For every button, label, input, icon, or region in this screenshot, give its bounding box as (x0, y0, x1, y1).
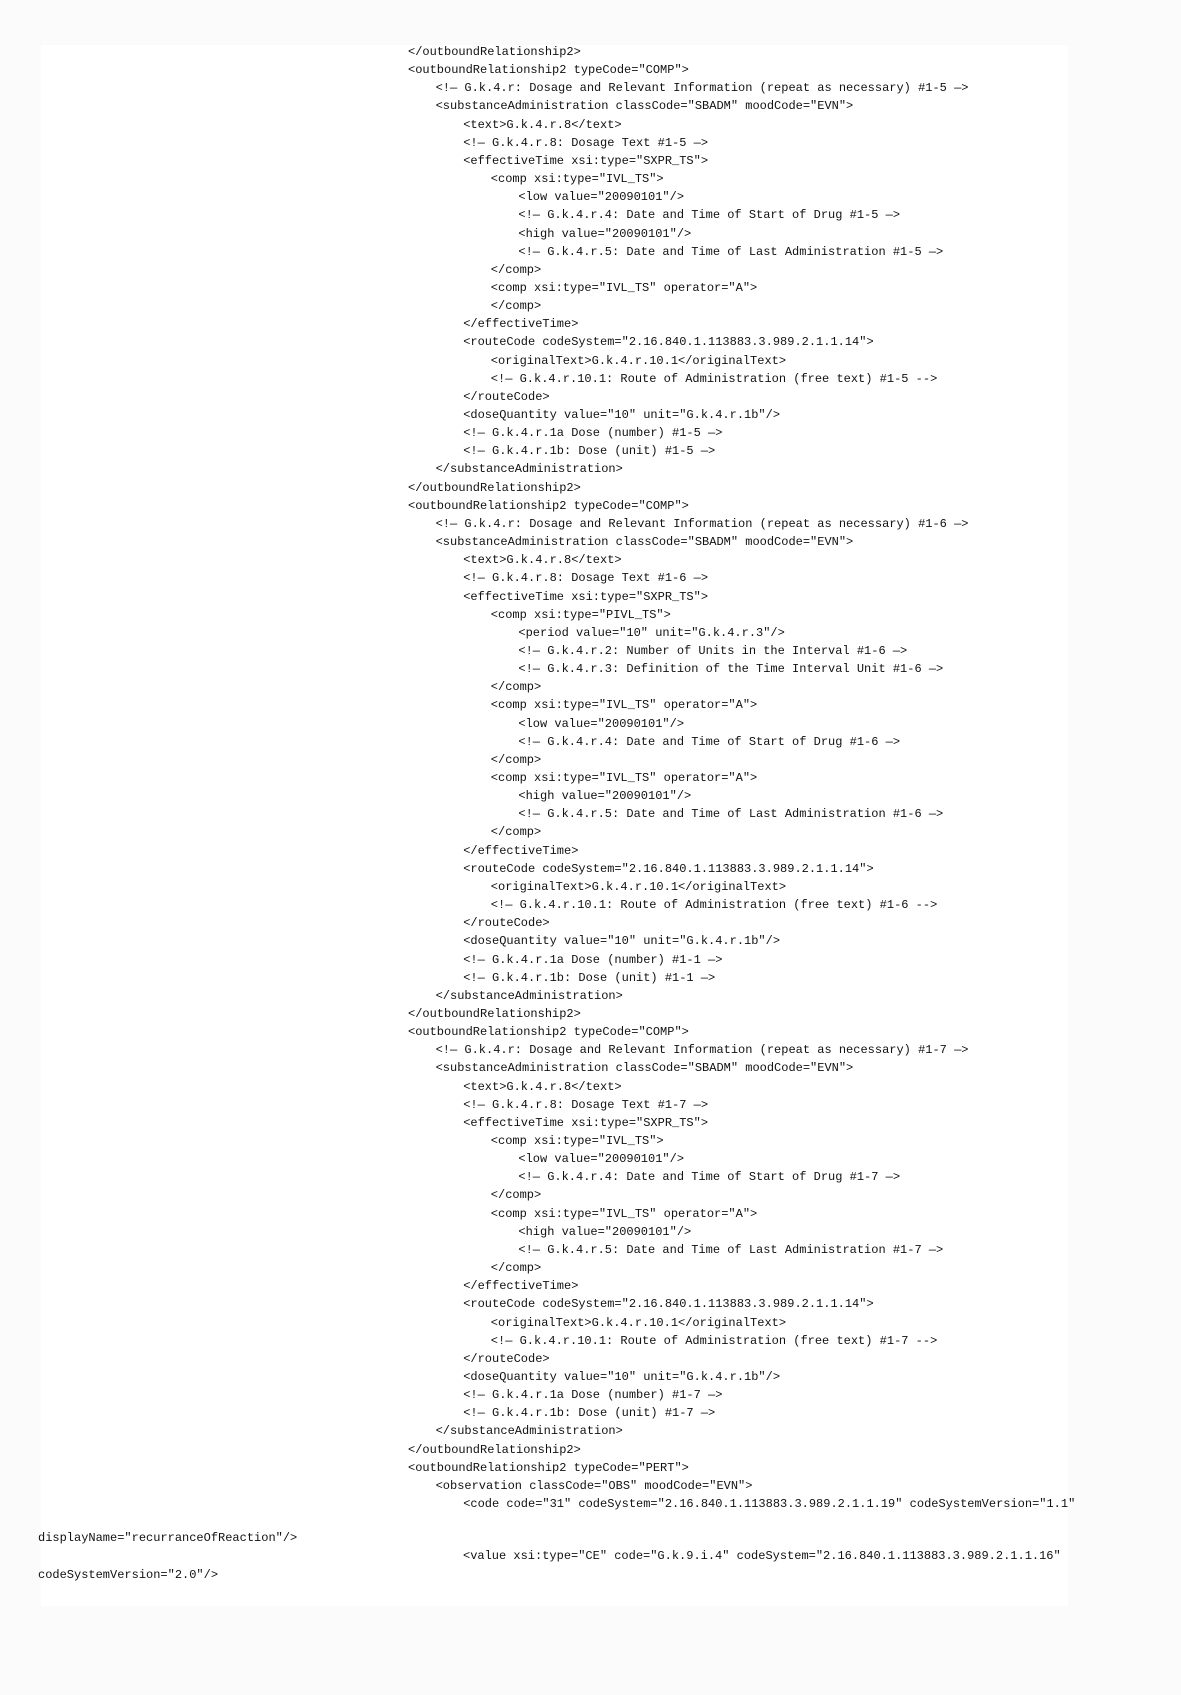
code-line: <high value="20090101"/> (518, 789, 692, 804)
code-line: <doseQuantity value="10" unit="G.k.4.r.1b"/> (463, 408, 781, 422)
code-line: </outboundRelationship2> (408, 480, 581, 495)
code-line: <outboundRelationship2 typeCode="COMP"> (408, 498, 689, 513)
code-line: </comp> (490, 1261, 542, 1276)
code-line: <!— G.k.4.r.4: Date and Time of Start of Drug #1-5 —> (518, 208, 901, 223)
code-line: <!— G.k.4.r.2: Number of Units in the Interval #1-6 —> (518, 643, 908, 658)
code-line: <period value="10" unit="G.k.4.r.3"/> (518, 625, 785, 640)
code-line: <!— G.k.4.r.1b: Dose (unit) #1-1 —> (463, 970, 716, 985)
code-line: <comp xsi:type="IVL_TS" operator="A"> (490, 1206, 758, 1221)
code-line: </outboundRelationship2> (408, 1006, 581, 1021)
code-line: <text>G.k.4.r.8</text> (463, 1079, 622, 1094)
code-line: </comp> (490, 752, 542, 767)
code-line: <!— G.k.4.r: Dosage and Relevant Information (repeat as necessary) #1-7 —> (435, 1043, 969, 1058)
code-line: <originalText>G.k.4.r.10.1</originalText> (490, 353, 787, 368)
code-line: <!— G.k.4.r.8: Dosage Text #1-5 —> (463, 135, 709, 150)
code-line: </routeCode> (463, 389, 550, 404)
code-line: <originalText>G.k.4.r.10.1</originalText> (490, 879, 787, 894)
code-line: </effectiveTime> (463, 843, 579, 858)
code-line: <!— G.k.4.r.5: Date and Time of Last Administration #1-5 —> (518, 244, 944, 259)
code-line: <!— G.k.4.r.4: Date and Time of Start of Drug #1-7 —> (518, 1170, 901, 1185)
code-line: <substanceAdministration classCode="SBADM" moodCode="EVN"> (435, 535, 854, 550)
code-line: <!— G.k.4.r.3: Definition of the Time Interval Unit #1-6 —> (518, 662, 944, 677)
code-line: </substanceAdministration> (435, 462, 623, 477)
code-line: <outboundRelationship2 typeCode="PERT"> (408, 1460, 689, 1475)
code-line: <code code="31" codeSystem="2.16.840.1.113883.3.989.2.1.1.19" codeSystemVersion="1.1" (463, 1497, 1076, 1511)
code-line: <high value="20090101"/> (518, 226, 692, 241)
code-line: <doseQuantity value="10" unit="G.k.4.r.1b"/> (463, 934, 781, 949)
code-line: <observation classCode="OBS" moodCode="EVN"> (435, 1478, 753, 1493)
code-line: <substanceAdministration classCode="SBADM" moodCode="EVN"> (435, 99, 854, 114)
code-line: </routeCode> (463, 1351, 550, 1366)
code-line: <high value="20090101"/> (518, 1224, 692, 1239)
code-line: <comp xsi:type="PIVL_TS"> (490, 607, 671, 622)
code-line: <routeCode codeSystem="2.16.840.1.113883.3.989.2.1.1.14"> (463, 861, 874, 876)
code-line: <!— G.k.4.r.1a Dose (number) #1-1 —> (463, 952, 723, 967)
code-line: </comp> (490, 680, 542, 695)
code-line: </routeCode> (463, 916, 550, 931)
code-line: <substanceAdministration classCode="SBADM" moodCode="EVN"> (435, 1061, 854, 1076)
code-line: </substanceAdministration> (435, 988, 623, 1003)
code-line: <!— G.k.4.r.8: Dosage Text #1-7 —> (463, 1097, 709, 1112)
code-line: <effectiveTime xsi:type="SXPR_TS"> (463, 589, 709, 604)
code-line: <!— G.k.4.r.5: Date and Time of Last Administration #1-7 —> (518, 1242, 944, 1257)
code-line: </comp> (490, 299, 542, 314)
code-line: <!— G.k.4.r: Dosage and Relevant Information (repeat as necessary) #1-5 —> (435, 81, 969, 96)
code-line: <doseQuantity value="10" unit="G.k.4.r.1b"/> (463, 1369, 781, 1384)
code-line: <low value="20090101"/> (518, 716, 685, 731)
code-line: <effectiveTime xsi:type="SXPR_TS"> (463, 153, 709, 168)
code-line: <low value="20090101"/> (518, 1152, 685, 1167)
code-line: <comp xsi:type="IVL_TS"> (490, 1134, 664, 1148)
code-line: <text>G.k.4.r.8</text> (463, 117, 622, 132)
code-line: </effectiveTime> (463, 1279, 579, 1294)
code-line: <!— G.k.4.r.1b: Dose (unit) #1-7 —> (463, 1406, 716, 1421)
code-line: <comp xsi:type="IVL_TS"> (490, 172, 664, 187)
code-line: </outboundRelationship2> (408, 45, 581, 59)
code-line-value-element: <value xsi:type="CE" code="G.k.9.i.4" codeSystem="2.16.840.1.113883.3.989.2.1.1.16" (463, 1549, 1061, 1563)
code-line: </comp> (490, 1188, 542, 1203)
code-line: <!— G.k.4.r.1a Dose (number) #1-5 —> (463, 426, 723, 441)
code-line: </comp> (490, 262, 542, 277)
code-line: </outboundRelationship2> (408, 1442, 581, 1457)
code-line: <effectiveTime xsi:type="SXPR_TS"> (463, 1115, 709, 1130)
code-line: <text>G.k.4.r.8</text> (463, 553, 622, 568)
code-line: <!— G.k.4.r.10.1: Route of Administration (free text) #1-7 --> (490, 1333, 938, 1348)
code-line: <routeCode codeSystem="2.16.840.1.113883.3.989.2.1.1.14"> (463, 335, 874, 350)
code-line: <originalText>G.k.4.r.10.1</originalText> (490, 1315, 787, 1330)
code-line: <!— G.k.4.r.8: Dosage Text #1-6 —> (463, 571, 709, 586)
code-line: <comp xsi:type="IVL_TS" operator="A"> (490, 771, 758, 785)
code-line: <!— G.k.4.r.1a Dose (number) #1-7 —> (463, 1388, 723, 1403)
code-line: <!— G.k.4.r.1b: Dose (unit) #1-5 —> (463, 444, 716, 459)
code-line: <!— G.k.4.r.4: Date and Time of Start of Drug #1-6 —> (518, 734, 901, 749)
code-line: <low value="20090101"/> (518, 190, 685, 205)
code-line: </comp> (490, 825, 542, 840)
code-line: </effectiveTime> (463, 317, 579, 332)
code-line: <comp xsi:type="IVL_TS" operator="A"> (490, 280, 758, 295)
code-line: <!— G.k.4.r.5: Date and Time of Last Administration #1-6 —> (518, 807, 944, 822)
code-line: <!— G.k.4.r.10.1: Route of Administration (free text) #1-5 --> (490, 371, 938, 386)
code-line: <routeCode codeSystem="2.16.840.1.113883.3.989.2.1.1.14"> (463, 1297, 874, 1312)
code-line: <comp xsi:type="IVL_TS" operator="A"> (490, 698, 758, 713)
code-line: <outboundRelationship2 typeCode="COMP"> (408, 1025, 689, 1040)
code-line: <!— G.k.4.r: Dosage and Relevant Information (repeat as necessary) #1-6 —> (435, 516, 969, 531)
code-line-wrapped-display-name: displayName="recurranceOfReaction"/> (38, 1531, 298, 1545)
code-line-wrapped-code-system-version: codeSystemVersion="2.0"/> (38, 1568, 219, 1582)
code-line: <outboundRelationship2 typeCode="COMP"> (408, 63, 689, 78)
code-line: </substanceAdministration> (435, 1424, 623, 1439)
code-line: <!— G.k.4.r.10.1: Route of Administration (free text) #1-6 --> (490, 898, 938, 913)
